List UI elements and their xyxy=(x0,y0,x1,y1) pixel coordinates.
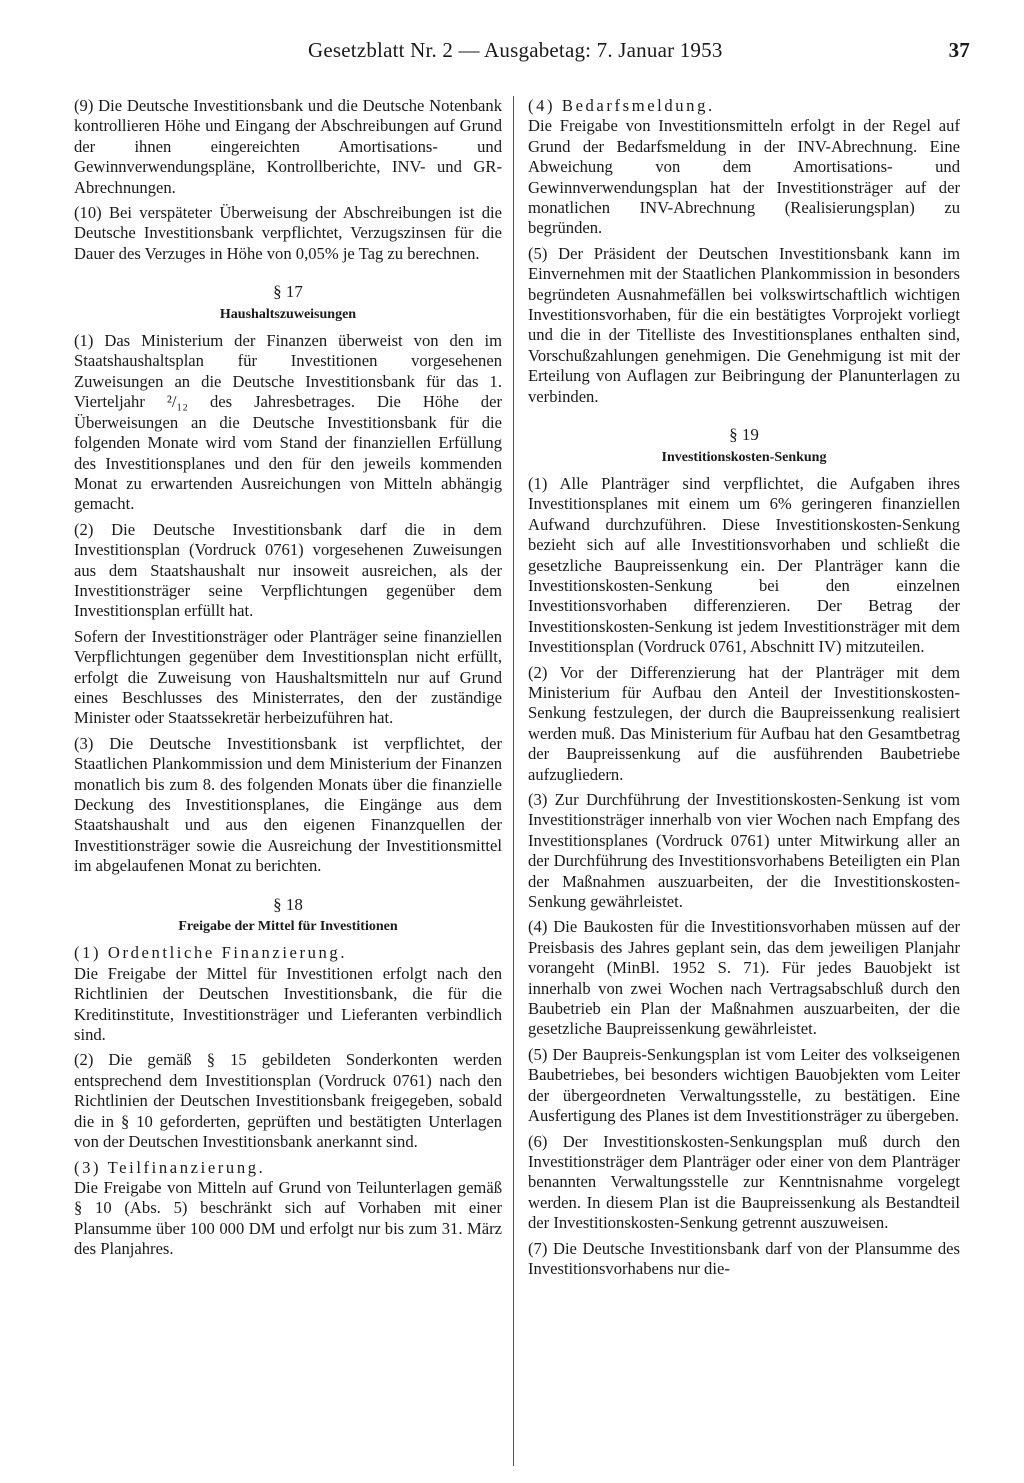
paragraph-18-1-heading: (1) Ordentliche Finanzierung. xyxy=(74,943,348,963)
page-header xyxy=(270,38,970,72)
paragraph-18-2: (2) Die gemäß § 15 gebildeten Sonderkonten werden entsprechend dem Investitionsplan (Vordruck 0761) nach den Richtlinien der Deutschen Investitionsbank freigegeben, sobald die in § 10 geforderten, geprüften und bestätigten Unterlagen von der Deutschen Investitionsbank anerkannt sind. xyxy=(74,1050,502,1152)
paragraph-18-4-heading: (4) Bedarfsmeldung. xyxy=(528,96,715,115)
page-number: 37 xyxy=(948,38,970,62)
paragraph-18-1: Die Freigabe der Mittel für Investitionen erfolgt nach den Richtlinien der Deutschen Investitionsbank, die für die Kreditinstitute, Investitionsträger und Lieferanten verbindlich sind. xyxy=(74,963,502,1045)
section-17-number: § 17 xyxy=(273,282,303,302)
section-18-number: § 18 xyxy=(273,894,303,914)
left-column xyxy=(74,96,502,1466)
section-19-title: Investitionskosten-Senkung xyxy=(661,449,827,465)
paragraph-17-2: (2) Die Deutsche Investitionsbank darf die in dem Investitionsplan (Vordruck 0761) vorgesehenen Zuweisungen aus dem Staatshaushalt nur insoweit ausreichen, als der Investitionsträger seine Verpflichtungen gegenüber dem Investitionsplan erfüllt hat. xyxy=(74,519,502,621)
paragraph-17-1: (1) Das Ministerium der Finanzen überweist von den im Staatshaushaltsplan für Investitionen vorgesehenen Zuweisungen an die Deutsche Investitionsbank für das 1. Vierteljahr ²/₁₂ des Jahresbetrages. Die Höhe der Überweisungen an die Deutsche Investitionsbank für die folgenden Monate wird vom Stand der finanziellen Erfüllung des Investitionsplanes und den für den jeweils kommenden Monat zu erwartenden Ausreichungen von Mitteln abhängig gemacht. xyxy=(74,331,502,514)
paragraph-17-3: (3) Die Deutsche Investitionsbank ist verpflichtet, der Staatlichen Plankommission und dem Ministerium der Finanzen monatlich bis zum 8. des folgenden Monats über die finanzielle Deckung des Investitionsplanes, die Eingänge aus dem Staatshaushalt und aus den eigenen Finanzquellen der Investitionsträger sowie die Ausreichung der Investitionsmittel im abgelaufenen Monat zu berichten. xyxy=(74,733,502,876)
paragraph-16-9: (9) Die Deutsche Investitionsbank und die Deutsche Notenbank kontrollieren Höhe und Eingang der Abschreibungen auf Grund der ihnen eingereichten Amortisations- und Gewinnverwendungspläne, Kontrollberichte, INV- und GR-Abrechnungen. xyxy=(74,96,502,197)
paragraph-19-2: (2) Vor der Differenzierung hat der Planträger mit dem Ministerium für Aufbau den Anteil der Investitionskosten-Senkung festzulegen, der durch die Baupreissenkung realisiert werden muß. Das Ministerium für Aufbau hat den Gesamtbetrag der Baupreissenkung auf die ausführenden Baubetriebe aufzugliedern. xyxy=(528,662,960,784)
paragraph-18-3-heading: (3) Teilfinanzierung. xyxy=(74,1157,266,1177)
paragraph-19-5: (5) Der Baupreis-Senkungsplan ist vom Leiter des volkseigenen Baubetriebes, bei besonders wichtigen Bauobjekten vom Leiter der übergeordneten Verwaltungsstelle, zu bestätigen. Eine Ausfertigung des Planes ist dem Investitionsträger zu übergeben. xyxy=(528,1044,960,1126)
column-divider xyxy=(513,96,514,1466)
paragraph-19-6: (6) Der Investitionskosten-Senkungsplan muß durch den Investitionsträger dem Planträger oder einer von dem Planträger benannten Verwaltungsstelle zur Kenntnisnahme vorgelegt werden. In diesem Plan ist die Baupreissenkung als Bestandteil der Investitionskosten-Senkung getrennt auszuweisen. xyxy=(528,1131,960,1233)
paragraph-18-5: (5) Der Präsident der Deutschen Investitionsbank kann im Einvernehmen mit der Staatlichen Plankommission in besonders begründeten Ausnahmefällen bei volkswirtschaftlich wichtigen Investitionsvorhaben, für die ein bestätigtes Vorprojekt vorliegt und die in der Titelliste des Investitionsplanes enthalten sind, Vorschußzahlungen genehmigen. Die Genehmigung ist mit der Erteilung von Auflagen zur Beibringung der Planunterlagen zu verbinden. xyxy=(528,243,960,406)
header-title: Gesetzblatt Nr. 2 — Ausgabetag: 7. Januar 1953 xyxy=(308,38,723,62)
section-19-number: § 19 xyxy=(729,425,759,445)
paragraph-16-10: (10) Bei verspäteter Überweisung der Abschreibungen ist die Deutsche Investitionsbank verpflichtet, Verzugszinsen für die Dauer des Verzuges in Höhe von 0,05% je Tag zu berechnen. xyxy=(74,203,502,263)
paragraph-19-7: (7) Die Deutsche Investitionsbank darf von der Plansumme des Investitionsvorhabens nur die- xyxy=(528,1238,960,1278)
paragraph-19-1: (1) Alle Planträger sind verpflichtet, die Aufgaben ihres Investitionsplanes mit einem um 6% geringeren finanziellen Aufwand durchzuführen. Diese Investitionskosten-Senkung bezieht sich auf alle Investitionsvorhaben und schließt die gesetzliche Baupreissenkung ein. Der Planträger kann die Investitionskosten-Senkung bei den einzelnen Investitionsvorhaben differenzieren. Der Betrag der Investitionskosten-Senkung ist jedem Investitionsträger mit dem Investitionsplan (Vordruck 0761, Abschnitt IV) mitzuteilen. xyxy=(528,473,960,657)
paragraph-18-3: Die Freigabe von Mitteln auf Grund von Teilunterlagen gemäß § 10 (Abs. 5) beschränkt sich auf Vorhaben mit einer Plansumme über 100 000 DM und erfolgt nur bis zum 31. März des Planjahres. xyxy=(74,1177,502,1259)
section-18-title: Freigabe der Mittel für Investitionen xyxy=(178,919,398,935)
paragraph-19-3: (3) Zur Durchführung der Investitionskosten-Senkung ist vom Investitionsträger innerhalb von vier Wochen nach Empfang des Investitionsplanes (Vordruck 0761) unter Mitwirkung aller an der Durchführung des Investitionsvorhabens Beteiligten ein Plan der Maßnahmen auszuarbeiten, der die Investitionskosten-Senkung gewährleistet. xyxy=(528,790,960,912)
paragraph-17-2b: Sofern der Investitionsträger oder Planträger seine finanziellen Verpflichtungen gegenüber dem Investitionsplan nicht erfüllt, erfolgt die Zuweisung von Haushaltsmitteln nur auf Grund eines Beschlusses des Ministerrates, den der zuständige Minister oder Staatssekretär herbeizuführen hat. xyxy=(74,626,502,728)
paragraph-18-4: Die Freigabe von Investitionsmitteln erfolgt in der Regel auf Grund der Bedarfsmeldung in der INV-Abrechnung. Eine Abweichung von dem Amortisations- und Gewinnverwendungsplan hat der Investitionsträger auf der monatlichen INV-Abrechnung (Realisierungsplan) zu begründen. xyxy=(528,116,960,238)
right-column xyxy=(528,96,960,1466)
section-17-title: Haushaltszuweisungen xyxy=(219,306,357,322)
paragraph-19-4: (4) Die Baukosten für die Investitionsvorhaben müssen auf der Preisbasis des Jahres geplant sein, das dem jeweiligen Planjahr vorangeht (MinBl. 1952 S. 71). Für jedes Bauobjekt ist innerhalb von zwei Wochen nach Vertragsabschluß durch den Baubetrieb ein Plan der Maßnahmen auszuarbeiten, der die gesetzliche Baupreissenkung gewährleistet. xyxy=(528,917,960,1039)
